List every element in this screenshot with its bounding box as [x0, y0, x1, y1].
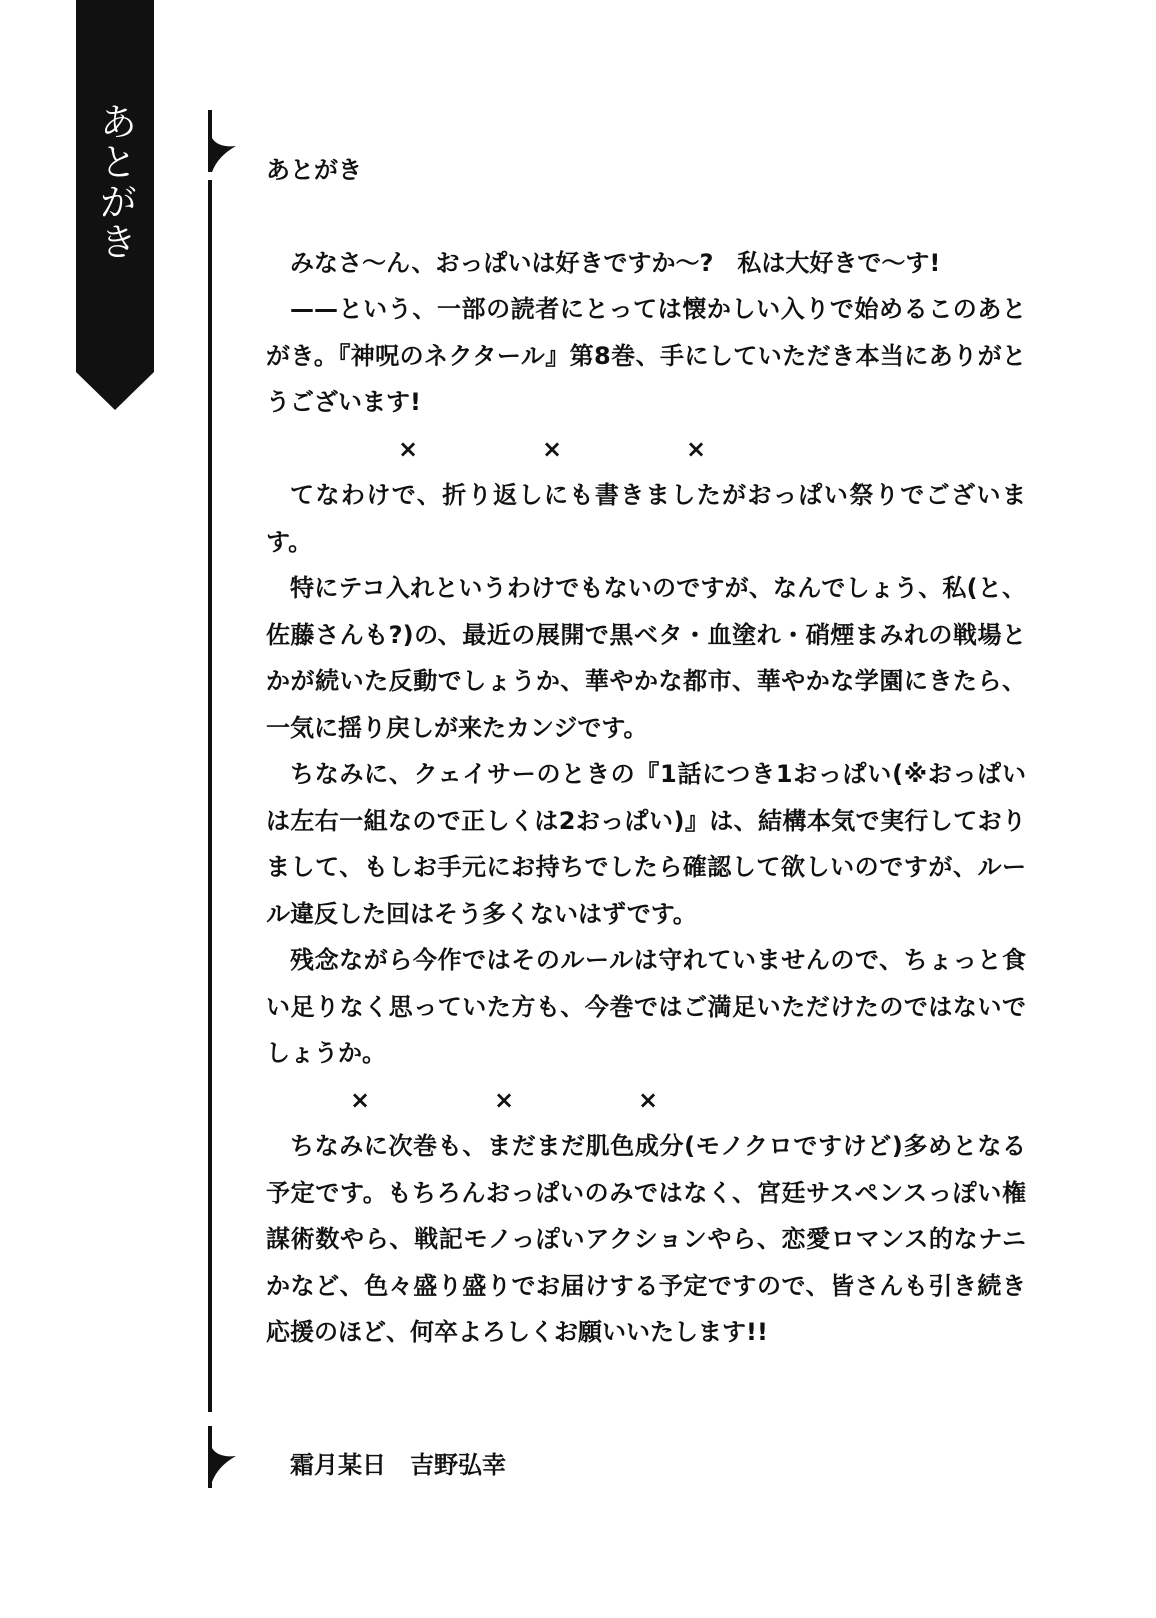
- spacer: [266, 194, 1026, 240]
- paragraph: ちなみに次巻も、まだまだ肌色成分(モノクロですけど)多めとなる予定です。もちろんおっぱいのみではなく、宮廷サスペンスっぽい権謀術数やら、戦記モノっぽいアクションやら、恋愛ロマンス的なナニかなど、色々盛り盛りでお届けする予定ですので、皆さんも引き続き応援のほど、何卒よろしくお願いいたします!!: [266, 1132, 1026, 1346]
- decorative-rule: [206, 110, 252, 1510]
- section-divider: [266, 426, 1026, 473]
- side-tab-label: あとがき: [93, 102, 137, 262]
- divider-mark: ×: [349, 1085, 371, 1114]
- page-heading: あとがき: [266, 156, 362, 184]
- signature-author: 吉野弘幸: [410, 1450, 506, 1479]
- divider-mark: ×: [541, 434, 563, 463]
- paragraph: てなわけで、折り返しにも書きましたがおっぱい祭りでございます。: [266, 481, 1026, 556]
- divider-mark: ×: [397, 434, 419, 463]
- paragraph: 特にテコ入れというわけでもないのですが、なんでしょう、私(と、佐藤さんも?)の、最近の展開で黒ベタ・血塗れ・硝煙まみれの戦場とかが続いた反動でしょうか、華やかな都市、華やかな学園にきたら、一気に揺り戻しが来たカンジです。: [266, 574, 1026, 742]
- side-tab: [76, 0, 154, 420]
- divider-mark: ×: [637, 1085, 659, 1114]
- paragraph: ちなみに、クェイサーのときの『1話につき1おっぱい(※おっぱいは左右一組なので正しくは2おっぱい)』は、結構本気で実行しておりまして、もしお手元にお持ちでしたら確認して欲しいのですが、ルール違反した回はそう多くないはずです。: [266, 760, 1026, 928]
- paragraph: ——という、一部の読者にとっては懐かしい入りで始めるこのあとがき。『神呪のネクタール』第8巻、手にしていただき本当にありがとうございます!: [266, 295, 1026, 416]
- paragraph: みなさ〜ん、おっぱいは好きですか〜? 私は大好きで〜す!: [290, 248, 941, 277]
- divider-mark: ×: [685, 434, 707, 463]
- afterword-body: [266, 147, 1026, 1488]
- signature: [266, 1442, 1026, 1489]
- paragraph: 残念ながら今作ではそのルールは守れていませんので、ちょっと食い足りなく思っていた方も、今巻ではご満足いただけたのではないでしょうか。: [266, 946, 1026, 1067]
- signature-date: 霜月某日: [290, 1450, 386, 1479]
- divider-mark: ×: [493, 1085, 515, 1114]
- section-divider: [266, 1077, 1026, 1124]
